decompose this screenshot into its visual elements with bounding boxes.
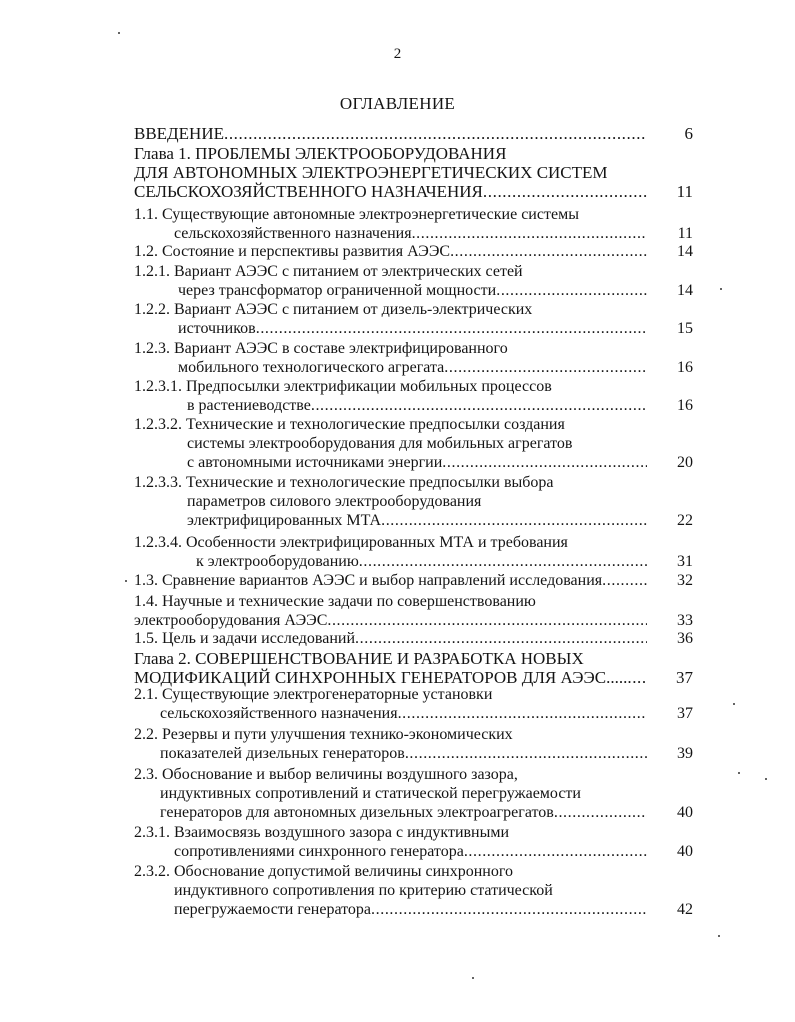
toc-entry-text: перегружаемости генератора (174, 901, 372, 918)
toc-page-number: 22 (677, 512, 693, 529)
toc-entry-text: источников (178, 320, 256, 337)
dot-leader (256, 319, 647, 339)
toc-line (0, 592, 795, 612)
toc-page-number: 16 (677, 397, 693, 414)
toc-entry-text: индуктивных сопротивлений и статической перегружаемости (160, 785, 581, 802)
toc-line (0, 744, 795, 764)
toc-entry-title (134, 182, 647, 202)
scan-speck (738, 772, 740, 774)
toc-line (0, 473, 795, 493)
toc-page-number: 42 (677, 901, 693, 918)
toc-entry-title (174, 900, 647, 920)
toc-line (0, 629, 795, 649)
toc-entry-text: 1.3. Сравнение вариантов АЭЭС и выбор направлений исследования (134, 572, 603, 589)
toc-line (0, 205, 795, 225)
dot-leader (412, 224, 647, 244)
toc-page-number: 14 (677, 282, 693, 299)
toc-page-number: 11 (676, 182, 693, 201)
toc-line (0, 881, 795, 901)
toc-page-number: 33 (677, 612, 693, 629)
page-title: ОГЛАВЛЕНИЕ (339, 94, 456, 113)
toc-entry-text: СЕЛЬСКОХОЗЯЙСТВЕННОГО НАЗНАЧЕНИЯ (134, 182, 483, 201)
toc-entry-text: сельскохозяйственного назначения (160, 705, 398, 722)
toc-entry-text: генераторов для автономных дизельных электроагрегатов (160, 804, 554, 821)
toc-line (0, 396, 795, 416)
toc-entry-title (178, 319, 647, 339)
toc-entry-text: 2.3. Обоснование и выбор величины воздушного зазора, (134, 766, 518, 783)
toc-line (0, 842, 795, 862)
toc-entry-text: 1.2.3.4. Особенности электрифицированных МТА и требования (134, 534, 568, 551)
toc-line (0, 552, 795, 572)
toc-line (0, 704, 795, 724)
toc-line (0, 803, 795, 823)
toc-line (0, 319, 795, 339)
toc-entry-text: 1.4. Научные и технические задачи по совершенствованию (134, 593, 536, 610)
toc-line (0, 415, 795, 435)
toc-entry-text: 1.2.2. Вариант АЭЭС с питанием от дизель-электрических (134, 301, 533, 318)
dot-leader (359, 552, 647, 572)
toc-line (0, 533, 795, 553)
toc-entry-title (134, 242, 647, 262)
scan-speck (720, 288, 722, 290)
dot-leader (554, 803, 647, 823)
toc-line (0, 144, 795, 164)
toc-entry-text: электрифицированных МТА (187, 512, 382, 529)
dot-leader (371, 900, 647, 920)
toc-line (0, 434, 795, 454)
toc-entry-title (134, 124, 647, 144)
scan-speck (765, 778, 767, 780)
toc-entry-title (187, 511, 647, 531)
toc-page-number: 39 (677, 745, 693, 762)
toc-entry-text: 1.5. Цель и задачи исследований (134, 630, 356, 647)
toc-entry-text: 1.2. Состояние и перспективы развития АЭЭС (134, 243, 451, 260)
toc-page-number: 40 (677, 804, 693, 821)
toc-entry-text: 1.2.1. Вариант АЭЭС с питанием от электрических сетей (134, 263, 523, 280)
toc-entry-text: МОДИФИКАЦИЙ СИНХРОННЫХ ГЕНЕРАТОРОВ ДЛЯ АЭЭС..... (134, 668, 628, 687)
dot-leader (224, 124, 647, 144)
page-number: 2 (393, 46, 402, 62)
toc-entry-title (187, 396, 647, 416)
toc-entry-title (196, 552, 647, 572)
toc-entry-text: параметров силового электрооборудования (187, 493, 482, 510)
scan-speck (118, 32, 120, 34)
toc-entry-title (178, 281, 647, 301)
toc-page-number: 20 (677, 454, 693, 471)
toc-entry-text: 2.3.2. Обоснование допустимой величины синхронного (134, 863, 514, 880)
toc-entry-text: 2.2. Резервы и пути улучшения технико-экономических (134, 726, 513, 743)
dot-leader (483, 182, 647, 202)
toc-page-number: 11 (677, 225, 693, 242)
toc-line (0, 611, 795, 631)
toc-line (0, 492, 795, 512)
toc-entry-text: сельскохозяйственного назначения (174, 225, 412, 242)
toc-line (0, 339, 795, 359)
scan-speck (718, 935, 720, 937)
toc-line (0, 862, 795, 882)
toc-page-number: 6 (684, 124, 693, 143)
toc-line (0, 823, 795, 843)
toc-line (0, 725, 795, 745)
toc-entry-text: мобильного технологического агрегата (178, 359, 445, 376)
toc-page-number: 32 (677, 572, 693, 589)
dot-leader (602, 571, 647, 591)
dot-leader (496, 281, 647, 301)
toc-line (0, 242, 795, 262)
toc-entry-text: показателей дизельных генераторов (160, 745, 405, 762)
toc-line (0, 224, 795, 244)
toc-entry-text: с автономными источниками энергии (187, 454, 443, 471)
scan-speck (733, 703, 735, 705)
dot-leader (355, 629, 647, 649)
toc-line (0, 649, 795, 669)
toc-line (0, 511, 795, 531)
toc-line (0, 124, 795, 144)
dot-leader (450, 242, 647, 262)
toc-line (0, 784, 795, 804)
toc-entry-title (187, 453, 647, 473)
toc-entry-title (134, 571, 647, 591)
dot-leader (311, 396, 647, 416)
toc-entry-title (174, 224, 647, 244)
toc-entry-text: ВВЕДЕНИЕ (134, 124, 224, 143)
toc-page-number: 40 (677, 843, 693, 860)
toc-entry-title (174, 842, 647, 862)
toc-entry-text: Глава 1. ПРОБЛЕМЫ ЭЛЕКТРООБОРУДОВАНИЯ (134, 144, 507, 163)
toc-entry-text: в растениеводстве (187, 397, 311, 414)
toc-page-number: 37 (677, 705, 693, 722)
toc-entry-title (134, 629, 647, 649)
toc-entry-text: индуктивного сопротивления по критерию статической (174, 882, 553, 899)
toc-entry-text: системы электрооборудования для мобильных агрегатов (187, 435, 573, 452)
toc-entry-text: 1.2.3.2. Технические и технологические предпосылки создания (134, 416, 565, 433)
dot-leader (327, 611, 647, 631)
toc-line (0, 262, 795, 282)
dot-leader (442, 453, 647, 473)
toc-entry-text: сопротивлениями синхронного генератора (174, 843, 464, 860)
toc-line (0, 453, 795, 473)
toc-line (0, 281, 795, 301)
dot-leader (398, 704, 647, 724)
toc-entry-text: через трансформатор ограниченной мощности (178, 282, 497, 299)
toc-entry-text: к электрооборудованию (196, 553, 359, 570)
toc-entry-text: электрооборудования АЭЭС (134, 612, 328, 629)
dot-leader (405, 744, 647, 764)
toc-line (0, 182, 795, 202)
toc-page-number: 31 (677, 553, 693, 570)
toc-entry-text: 1.1. Существующие автономные электроэнергетические системы (134, 206, 579, 223)
toc-page-number: 37 (676, 668, 693, 687)
dot-leader (464, 842, 647, 862)
toc-entry-title (160, 803, 647, 823)
toc-entry-text: 1.2.3.1. Предпосылки электрификации мобильных процессов (134, 378, 552, 395)
toc-entry-text: Глава 2. СОВЕРШЕНСТВОВАНИЕ И РАЗРАБОТКА НОВЫХ (134, 649, 584, 668)
toc-entry-text: 1.2.3. Вариант АЭЭС в составе электрифицированного (134, 340, 508, 357)
scan-speck (472, 977, 474, 979)
toc-entry-title (160, 744, 647, 764)
dot-leader (444, 358, 647, 378)
toc-line (0, 300, 795, 320)
toc-entry-title (160, 704, 647, 724)
toc-line (0, 685, 795, 705)
dot-leader (381, 511, 647, 531)
toc-entry-text: 2.1. Существующие электрогенераторные установки (134, 686, 493, 703)
toc-line (0, 900, 795, 920)
toc-line (0, 163, 795, 183)
toc-entry-text: 2.3.1. Взаимосвязь воздушного зазора с индуктивными (134, 824, 510, 841)
toc-page-number: 16 (677, 359, 693, 376)
toc-entry-text: ДЛЯ АВТОНОМНЫХ ЭЛЕКТРОЭНЕРГЕТИЧЕСКИХ СИСТЕМ (134, 163, 608, 182)
toc-page-number: 36 (677, 630, 693, 647)
toc-page-number: 15 (677, 320, 693, 337)
toc-entry-text: 1.2.3.3. Технические и технологические предпосылки выбора (134, 474, 554, 491)
scan-speck (125, 580, 127, 582)
toc-line (0, 765, 795, 785)
toc-entry-title (134, 611, 647, 631)
toc-line (0, 377, 795, 397)
toc-entry-title (178, 358, 647, 378)
toc-page-number: 14 (677, 243, 693, 260)
toc-line (0, 571, 795, 591)
toc-line (0, 358, 795, 378)
